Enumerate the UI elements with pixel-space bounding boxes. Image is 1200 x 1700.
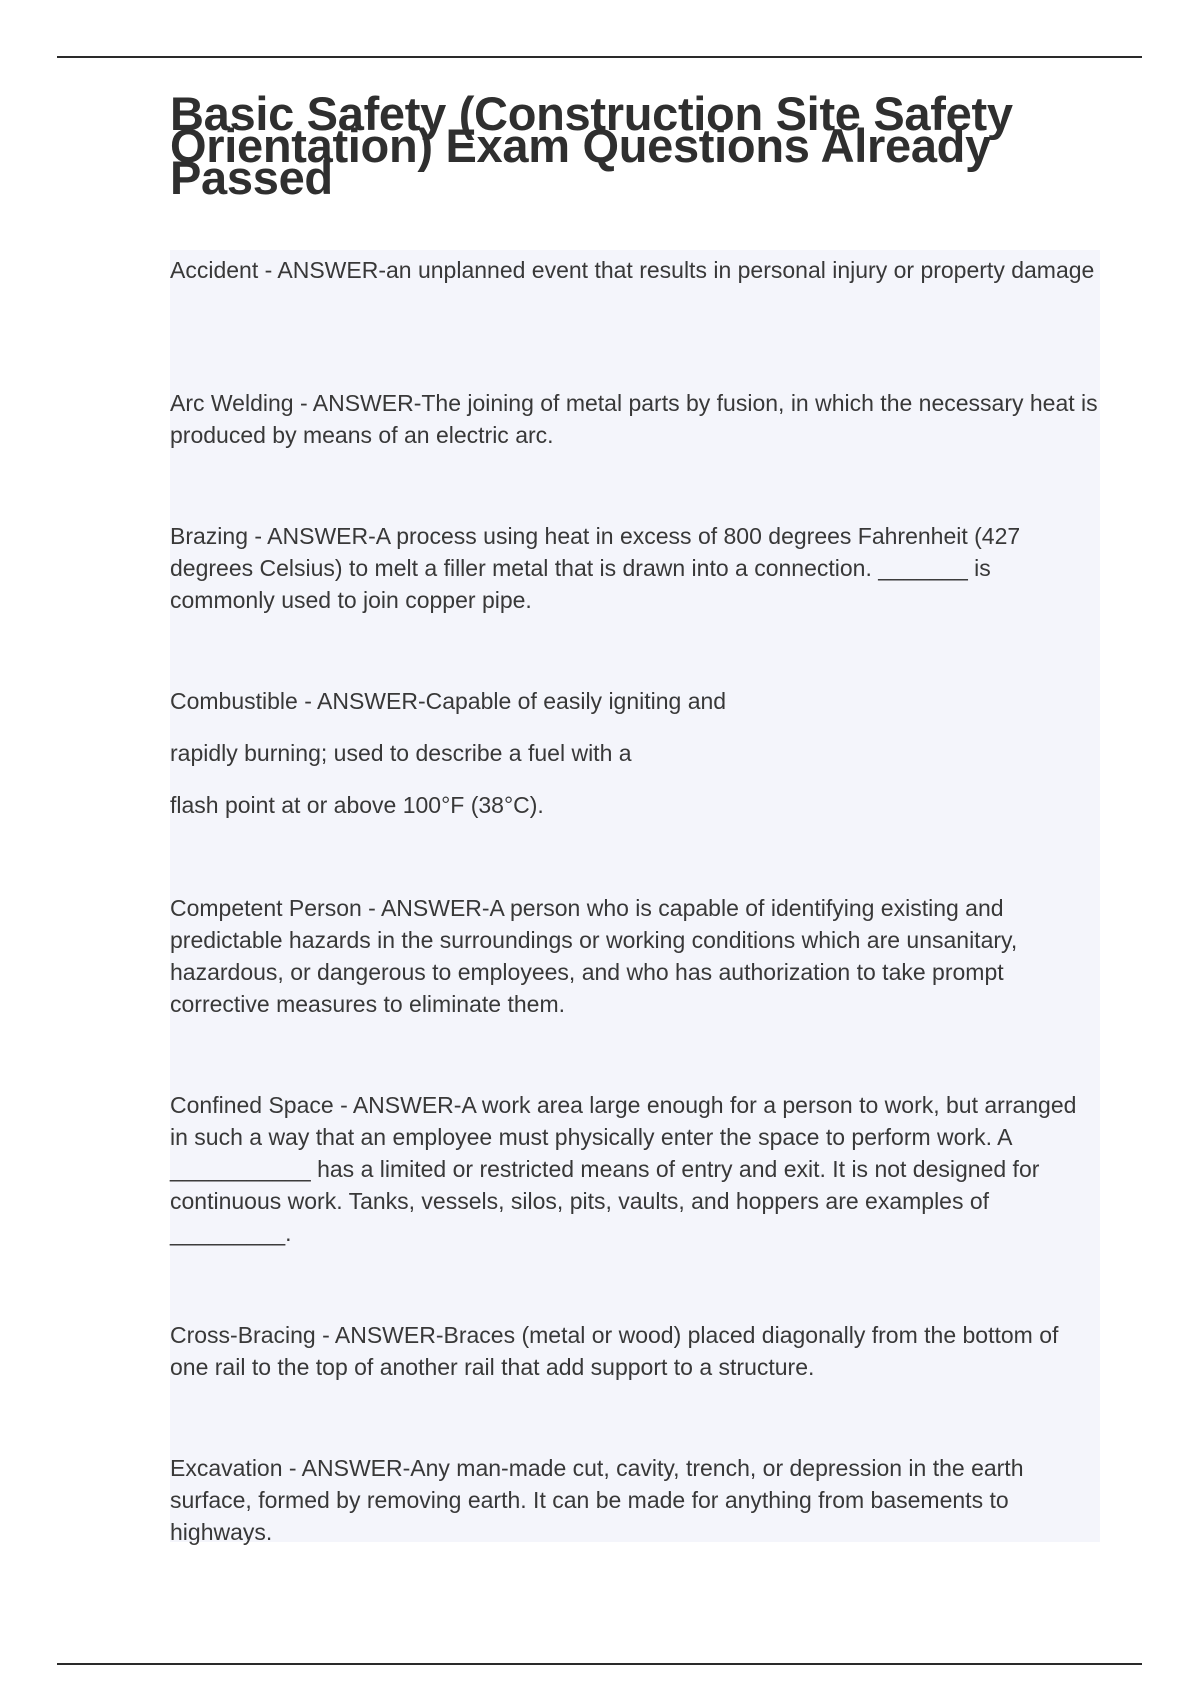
qa-entry-line: flash point at or above 100°F (38°C). bbox=[170, 792, 544, 818]
qa-entry-excavation bbox=[170, 1452, 1100, 1548]
qa-entry-text: Competent Person - ANSWER-A person who is capable of identifying existing and predictable hazards in the surroundings or working conditions which are unsanitary, hazardous, or dangerous to employees, and who has authorization to take prompt corrective measures to eliminate them. bbox=[170, 895, 1018, 1017]
qa-entry-text: Cross-Bracing - ANSWER-Braces (metal or wood) placed diagonally from the bottom of one rail to the top of another rail that add support to a structure. bbox=[170, 1322, 1059, 1380]
header-rule bbox=[57, 56, 1142, 58]
qa-entry-brazing bbox=[170, 520, 1100, 616]
qa-entry-arc-welding bbox=[170, 387, 1100, 451]
qa-entry-line: Combustible - ANSWER-Capable of easily igniting and bbox=[170, 688, 727, 714]
qa-entry-text: Accident - ANSWER-an unplanned event that results in personal injury or property damage bbox=[170, 257, 1095, 283]
qa-entry-cross-bracing bbox=[170, 1319, 1100, 1383]
qa-entry-text: Confined Space - ANSWER-A work area large enough for a person to work, but arranged in such a way that an employee must physically enter the space to perform work. A ___________ has a limited or restricted means of entry and exit. It is not designed for continuous work. Tanks, vessels, silos, pits, vaults, and hoppers are examples of _________. bbox=[170, 1092, 1077, 1246]
qa-content bbox=[170, 250, 1100, 1545]
qa-entry-text: Brazing - ANSWER-A process using heat in excess of 800 degrees Fahrenheit (427 degrees Celsius) to melt a filler metal that is drawn into a connection. _______ is commonly used to join copper pipe. bbox=[170, 523, 1021, 613]
qa-entry-text: Excavation - ANSWER-Any man-made cut, cavity, trench, or depression in the earth surface, formed by removing earth. It can be made for anything from basements to highways. bbox=[170, 1455, 1024, 1545]
document-title: Basic Safety (Construction Site Safety Orientation) Exam Questions Already Passed bbox=[170, 87, 1013, 204]
qa-entry-competent-person bbox=[170, 892, 1100, 1020]
qa-entry-text: Arc Welding - ANSWER-The joining of metal parts by fusion, in which the necessary heat is produced by means of an electric arc. bbox=[170, 390, 1098, 448]
qa-entry-combustible bbox=[170, 685, 1100, 841]
footer-rule bbox=[57, 1663, 1142, 1665]
qa-entry-accident bbox=[170, 254, 1100, 286]
qa-entry-line: rapidly burning; used to describe a fuel with a bbox=[170, 740, 632, 766]
qa-entry-confined-space bbox=[170, 1089, 1100, 1249]
